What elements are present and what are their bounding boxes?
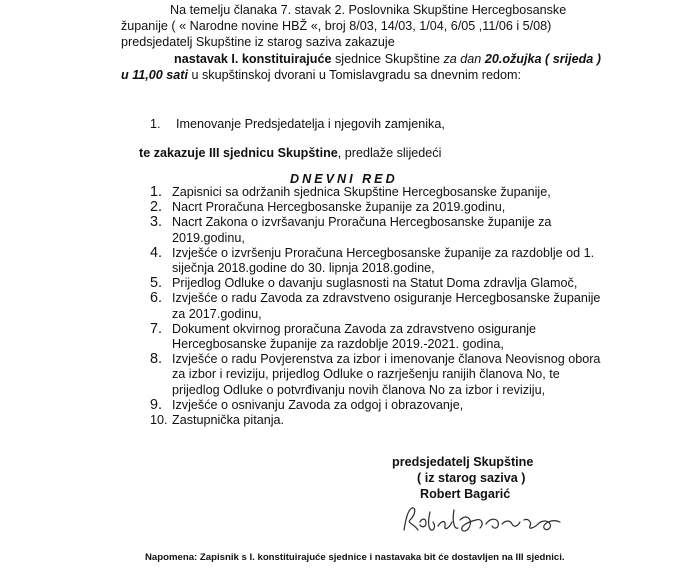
agenda-item — [150, 246, 690, 276]
intro-line-1: Na temelju članaka 7. stavak 2. Poslovnika Skupštine Hercegbosanske — [170, 3, 567, 17]
session-time: u 11,00 sati — [121, 67, 188, 82]
agenda-item-text: Prijedlog Odluke o davanju suglasnosti na Statut Doma zdravlja Glamoč, — [172, 276, 578, 291]
handwritten-signature — [398, 500, 578, 540]
agenda-item-number: 2. — [150, 199, 163, 216]
signatory-subtitle: ( iz starog saziva ) — [417, 471, 526, 486]
agenda-item — [150, 200, 690, 215]
agenda-item-text: Izvješće o radu Zavoda za zdravstveno osiguranje Hercegbosanske županije za 2017.godinu, — [172, 291, 601, 321]
agenda-item — [150, 185, 690, 200]
agenda-item — [150, 215, 690, 245]
intro-line-5 — [121, 67, 681, 83]
agenda-list — [150, 185, 690, 428]
third-session-bold: te zakazuje III sjednicu Skupštine — [139, 146, 338, 160]
first-agenda-number: 1. — [150, 117, 161, 131]
agenda-item-number: 9. — [150, 396, 163, 413]
intro-paragraph — [121, 2, 681, 83]
session-date: 20.ožujka ( srijeda ) — [484, 51, 601, 66]
agenda-item — [150, 413, 690, 428]
agenda-item — [150, 398, 690, 413]
agenda-item-text: Zapisnici sa održanih sjednica Skupštine Hercegbosanske županije, — [172, 185, 551, 199]
agenda-item-text: Dokument okvirnog proračuna Zavoda za zdravstveno osiguranje Hercegbosanske županije za razdoblje 2019.-2021. godina, — [172, 321, 537, 352]
intro-line-3: predsjedatelj Skupštine iz starog saziva zakazuje — [121, 35, 395, 50]
agenda-title: DNEVNI RED — [290, 172, 398, 186]
signature-block — [372, 454, 592, 503]
agenda-item-number: 10. — [150, 413, 168, 428]
agenda-item-number: 5. — [150, 275, 163, 292]
agenda-item-number: 1. — [150, 184, 163, 200]
session-text: sjednice Skupštine — [331, 51, 444, 66]
third-session-line — [139, 146, 441, 160]
agenda-item-text: Izvješće o radu Povjerenstva za izbor i imenovanje članova Neovisnog obora za izbor i reviziju, prijedlog Odluke o razrješenju ranijih članova No, te prijedlog Odluke o potvrđivanju novih članova No za izbor i reviziju, — [172, 352, 601, 397]
agenda-item — [150, 291, 690, 321]
agenda-item — [150, 276, 690, 291]
agenda-item-number: 6. — [150, 290, 163, 307]
agenda-item-number: 7. — [150, 320, 163, 337]
agenda-item — [150, 322, 690, 352]
footnote: Napomena: Zapisnik s I. konstituirajuće sjednice i nastavaka bit će dostavljen na III sjednici. — [145, 552, 565, 563]
agenda-item-number: 3. — [150, 214, 163, 231]
signatory-name: Robert Bagarić — [420, 487, 511, 502]
session-continuation: nastavak I. konstituirajuće — [174, 51, 332, 66]
date-prefix: za dan — [443, 51, 485, 66]
agenda-item-number: 4. — [150, 244, 163, 261]
agenda-item-number: 8. — [150, 351, 163, 368]
agenda-item-text: Izvješće o izvršenju Proračuna Hercegbosanske županije za razdoblje od 1. siječnja 2018.godine do 30. lipnja 2018.godine, — [172, 245, 595, 276]
agenda-item-text: Nacrt Proračuna Hercegbosanske županije za 2019.godinu, — [172, 200, 506, 215]
agenda-item-text: Nacrt Zakona o izvršavanju Proračuna Hercegbosanske županije za 2019.godinu, — [172, 215, 552, 245]
first-agenda-item — [150, 117, 445, 131]
agenda-item-text: Zastupnička pitanja. — [172, 413, 285, 428]
intro-line-4 — [121, 51, 681, 67]
session-location: u skupštinskoj dvorani u Tomislavgradu sa dnevnim redom: — [187, 67, 521, 82]
signatory-title: predsjedatelj Skupštine — [392, 455, 534, 469]
agenda-item — [150, 352, 690, 398]
intro-line-2: županije ( « Narodne novine HBŽ «, broj 8/03, 14/03, 1/04, 6/05 ,11/06 i 5/08) — [121, 19, 552, 34]
first-agenda-text: Imenovanje Predsjedatelja i njegovih zamjenika, — [176, 117, 445, 131]
third-session-rest: , predlaže slijedeći — [337, 146, 442, 160]
agenda-item-text: Izvješće o osnivanju Zavoda za odgoj i obrazovanje, — [172, 397, 464, 412]
